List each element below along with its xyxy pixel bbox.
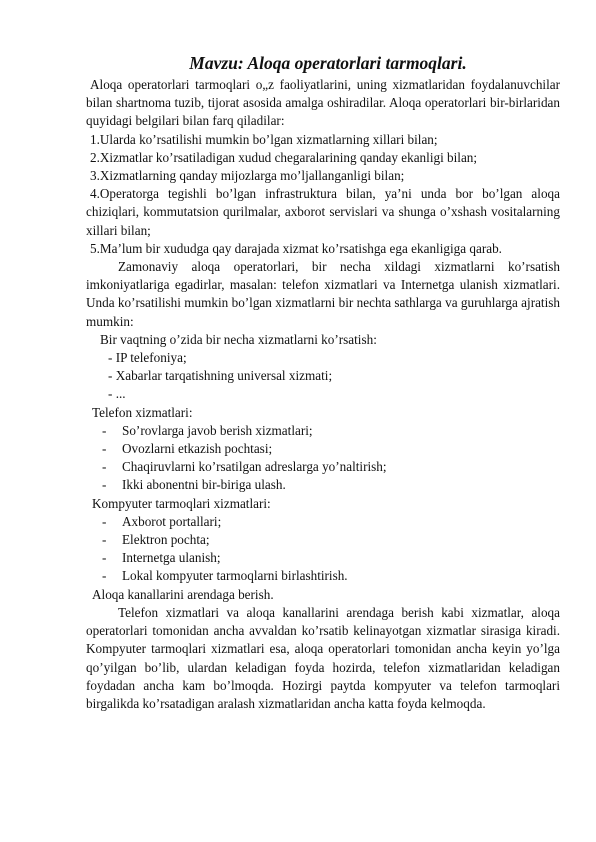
multi-services-heading: Bir vaqtning o’zida bir necha xizmatlarni ko’rsatish:: [100, 331, 377, 347]
criteria-item-1: 1.Ularda ko’rsatilishi mumkin bo’lgan xizmatlarning xillari bilan;: [90, 131, 438, 147]
dash-bullet: -: [102, 422, 107, 438]
dash-bullet: -: [102, 568, 107, 584]
page-title: Mavzu: Aloqa operatorlari tarmoqlari.: [189, 53, 467, 73]
services-paragraph: Zamonaviy aloqa operatorlari, bir necha xildagi xizmatlarni ko’rsatish imkoniyatlariga egadirlar, masalan: telefon xizmatlari va Internetga ulanish xizmatlari. Unda ko’rsatilishi mumkin bo’lgan xizmatlarni bir nechta sathlarga va guruhlarga ajratish mumkin:: [86, 259, 560, 329]
computer-service-label: Elektron pochta;: [122, 532, 210, 548]
phone-service-label: Ikki abonentni bir-biriga ulash.: [122, 477, 286, 493]
computer-service-label: Axborot portallari;: [122, 513, 222, 529]
closing-paragraph: Telefon xizmatlari va aloqa kanallarini arendaga berish kabi xizmatlar, aloqa operatorlari tomonidan ancha avvaldan ko’rsatib kelinayotgan xizmatlar sirasiga kiradi. Kompyuter tarmoqlari xizmatlari esa, aloqa operatorlari tomonidan ancha keyin yo’lga qo’yilgan bo’lib, ulardan keladigan foyda hozirda, telefon xizmatlaridan keladigan foydadan ancha kam bo’lmoqda. Hozirgi paytda kompyuter va telefon tarmoqlari birgalikda ko’rsatadigan aralash xizmatlaridan ancha katta foyda kelmoqda.: [86, 604, 560, 711]
criteria-item-3: 3.Xizmatlarning qanday mijozlarga mo’ljallanganligi bilan;: [90, 168, 405, 184]
dash-bullet: -: [102, 513, 107, 529]
dash-bullet: -: [102, 477, 107, 493]
computer-service-item: [86, 513, 560, 531]
computer-service-item: [86, 567, 560, 585]
document-page: [86, 52, 560, 713]
dash-bullet: -: [102, 441, 107, 457]
computer-service-label: Lokal kompyuter tarmoqlarni birlashtirish.: [122, 568, 348, 584]
criteria-item-4: 4.Operatorga tegishli bo’lgan infrastruktura bilan, ya’ni unda bor bo’lgan aloqa chiziqlari, kommutatsion qurilmalar, axborot servislari va shunga o’xshash vositalarning xillari bilan;: [86, 186, 560, 238]
phone-service-item: [86, 458, 560, 476]
computer-services-heading: Kompyuter tarmoqlari xizmatlari:: [92, 495, 271, 511]
multi-service-item: - Xabarlar tarqatishning universal xizmati;: [108, 368, 333, 384]
criteria-item-5: 5.Ma’lum bir xududga qay darajada xizmat ko’rsatishga ega ekanligiga qarab.: [90, 240, 502, 256]
phone-services-heading: Telefon xizmatlari:: [92, 404, 193, 420]
dash-bullet: -: [102, 550, 107, 566]
phone-service-item: [86, 476, 560, 494]
dash-bullet: -: [102, 459, 107, 475]
multi-service-item: - ...: [108, 386, 126, 402]
computer-service-item: [86, 531, 560, 549]
criteria-item-2: 2.Xizmatlar ko’rsatiladigan xudud chegaralarining qanday ekanligi bilan;: [90, 149, 478, 165]
phone-service-label: So’rovlarga javob berish xizmatlari;: [122, 422, 313, 438]
computer-service-label: Internetga ulanish;: [122, 550, 221, 566]
computer-service-item: [86, 549, 560, 567]
phone-service-label: Ovozlarni etkazish pochtasi;: [122, 441, 273, 457]
phone-service-label: Chaqiruvlarni ko’rsatilgan adreslarga yo’naltirish;: [122, 459, 387, 475]
channel-rental-line: Aloqa kanallarini arendaga berish.: [92, 586, 274, 602]
dash-bullet: -: [102, 532, 107, 548]
phone-service-item: [86, 422, 560, 440]
multi-service-item: - IP telefoniya;: [108, 350, 187, 366]
intro-paragraph: Aloqa operatorlari tarmoqlari o„z faoliyatlarini, uning xizmatlaridan foydalanuvchilar bilan shartnoma tuzib, tijorat asosida amalga oshiradilar. Aloqa operatorlari bir-birlaridan quyidagi belgilari bilan farq qiladilar:: [86, 77, 560, 129]
phone-service-item: [86, 440, 560, 458]
